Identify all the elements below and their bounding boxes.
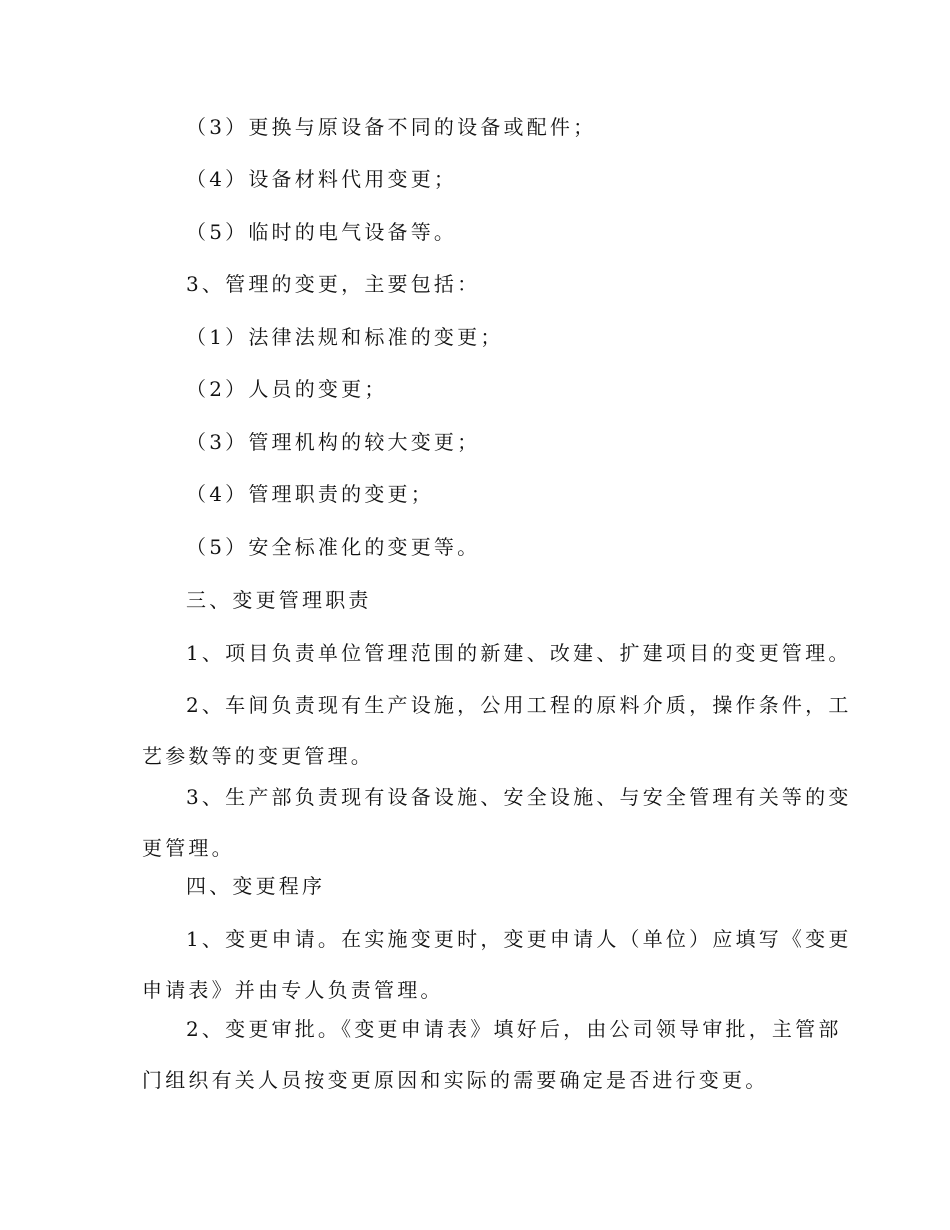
- list-item-equipment-4: （4）设备材料代用变更；: [186, 167, 458, 191]
- paragraph-line: 3、生产部负责现有设备设施、安全设施、与安全管理有关等的变: [186, 785, 852, 809]
- paragraph-change-application: [142, 926, 852, 1003]
- heading-responsibilities: 三、变更管理职责: [186, 588, 372, 612]
- paragraph-line: 1、变更申请。在实施变更时，变更申请人（单位）应填写《变更: [186, 927, 852, 951]
- paragraph-line: 门组织有关人员按变更原因和实际的需要确定是否进行变更。: [142, 1068, 769, 1092]
- paragraph-line: 更管理。: [142, 836, 235, 860]
- list-item-equipment-3: （3）更换与原设备不同的设备或配件；: [186, 115, 597, 139]
- paragraph-line: 申请表》并由专人负责管理。: [142, 978, 444, 1002]
- paragraph-change-approval: [142, 1016, 842, 1093]
- list-item-management-5: （5）安全标准化的变更等。: [186, 535, 481, 559]
- list-item-management-4: （4）管理职责的变更；: [186, 482, 434, 506]
- heading-procedure: 四、变更程序: [186, 874, 326, 898]
- paragraph-line: 2、车间负责现有生产设施，公用工程的原料介质，操作条件，工: [186, 693, 852, 717]
- paragraph-line: 艺参数等的变更管理。: [142, 744, 374, 768]
- list-item-management-1: （1）法律法规和标准的变更；: [186, 325, 504, 349]
- list-item-equipment-5: （5）临时的电气设备等。: [186, 220, 458, 244]
- paragraph-project-unit: 1、项目负责单位管理范围的新建、改建、扩建项目的变更管理。: [186, 641, 852, 665]
- list-item-management-2: （2）人员的变更；: [186, 377, 388, 401]
- section-management-change: 3、管理的变更，主要包括：: [186, 272, 481, 296]
- paragraph-production-dept: [142, 784, 852, 861]
- paragraph-line: 2、变更审批。《变更申请表》填好后，由公司领导审批，主管部: [186, 1017, 842, 1041]
- list-item-management-3: （3）管理机构的较大变更；: [186, 430, 481, 454]
- paragraph-workshop: [142, 692, 852, 769]
